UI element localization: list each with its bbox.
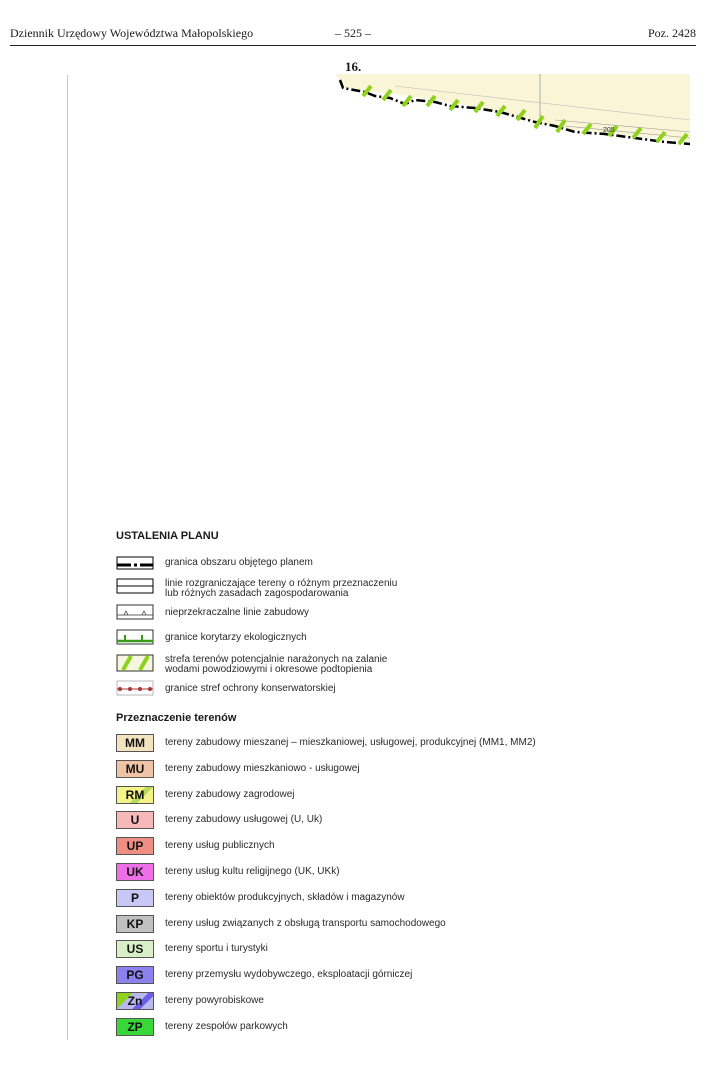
zone-legend-item xyxy=(116,786,696,806)
map-sheet-number: 16. xyxy=(345,59,362,74)
zone-swatch: MM xyxy=(116,734,154,752)
zone-description: tereny usług związanych z obsługą transportu samochodowego xyxy=(165,917,446,929)
zone-description: tereny sportu i turystyki xyxy=(165,943,268,955)
zone-legend-item xyxy=(116,863,696,883)
legend-text: strefa terenów potencjalnie narażonych na zalanie xyxy=(165,654,388,665)
zone-description: tereny usług publicznych xyxy=(165,840,275,852)
legend-text: granice stref ochrony konserwatorskiej xyxy=(165,683,336,694)
zone-legend-item xyxy=(116,940,696,960)
legend-title: USTALENIA PLANU xyxy=(116,530,219,542)
legend-item xyxy=(116,654,696,674)
zones-title: Przeznaczenie terenów xyxy=(116,712,237,724)
zone-description: tereny powyrobiskowe xyxy=(165,995,264,1006)
legend-text: granice korytarzy ekologicznych xyxy=(165,632,307,643)
legend-text: lub różnych zasadach zagospodarowania xyxy=(165,588,349,599)
zone-legend-item xyxy=(116,811,696,831)
zone-swatch: UP xyxy=(116,837,154,855)
zone-legend-item xyxy=(116,734,696,754)
legend-item xyxy=(116,578,696,598)
zone-swatch: UK xyxy=(116,863,154,881)
zone-legend-item xyxy=(116,915,696,935)
zone-description: tereny zabudowy mieszanej – mieszkaniowej, usługowej, produkcyjnej (MM1, MM2) xyxy=(165,737,536,748)
zone-description: tereny zespołów parkowych xyxy=(165,1020,288,1032)
map-fragment xyxy=(335,74,690,154)
zone-description: tereny obiektów produkcyjnych, składów i magazynów xyxy=(165,891,405,903)
contour-label: 205 xyxy=(603,127,615,134)
zone-swatch: U xyxy=(116,811,154,829)
zone-description: tereny zabudowy usługowej (U, Uk) xyxy=(165,814,323,826)
building-line-icon xyxy=(116,604,154,620)
dividing-lines-icon xyxy=(116,578,154,594)
zone-legend-item xyxy=(116,992,696,1012)
legend-text: wodami powodziowymi i okresowe podtopienia xyxy=(165,664,373,675)
zone-swatch: KP xyxy=(116,915,154,933)
zone-legend-item xyxy=(116,966,696,986)
page-header xyxy=(10,26,696,44)
journal-title: Dziennik Urzędowy Województwa Małopolskiego xyxy=(10,26,254,40)
zone-swatch: P xyxy=(116,889,154,907)
zone-description: tereny zabudowy mieszkaniowo - usługowej xyxy=(165,762,360,774)
plan-boundary-icon xyxy=(116,554,154,570)
zone-swatch: RM xyxy=(116,786,154,804)
legend-item xyxy=(116,680,696,700)
zone-legend-item xyxy=(116,760,696,780)
position-number: Poz. 2428 xyxy=(648,26,696,40)
legend-item xyxy=(116,554,696,574)
conservation-zone-icon xyxy=(116,680,154,696)
zone-description: tereny przemysłu wydobywczego, eksploatacji górniczej xyxy=(165,969,413,981)
margin-line xyxy=(67,75,68,1040)
zone-legend-item xyxy=(116,837,696,857)
zone-legend-item xyxy=(116,889,696,909)
flood-zone-icon xyxy=(116,654,154,672)
zone-legend-item xyxy=(116,1018,696,1038)
header-rule xyxy=(10,45,696,46)
zone-description: tereny usług kultu religijnego (UK, UKk) xyxy=(165,866,340,877)
zone-swatch: PG xyxy=(116,966,154,984)
legend-text: linie rozgraniczające tereny o różnym przeznaczeniu xyxy=(165,578,398,589)
legend-item xyxy=(116,629,696,649)
zone-swatch: MU xyxy=(116,760,154,778)
ecological-corridor-icon xyxy=(116,629,154,645)
zone-description: tereny zabudowy zagrodowej xyxy=(165,788,295,800)
zone-swatch: ZP xyxy=(116,1018,154,1036)
legend-item xyxy=(116,604,696,624)
zone-swatch: Zn xyxy=(116,992,154,1010)
legend-text: granica obszaru objętego planem xyxy=(165,557,313,568)
page-number: – 525 – xyxy=(335,26,371,40)
legend-text: nieprzekraczalne linie zabudowy xyxy=(165,607,309,618)
zone-swatch: US xyxy=(116,940,154,958)
